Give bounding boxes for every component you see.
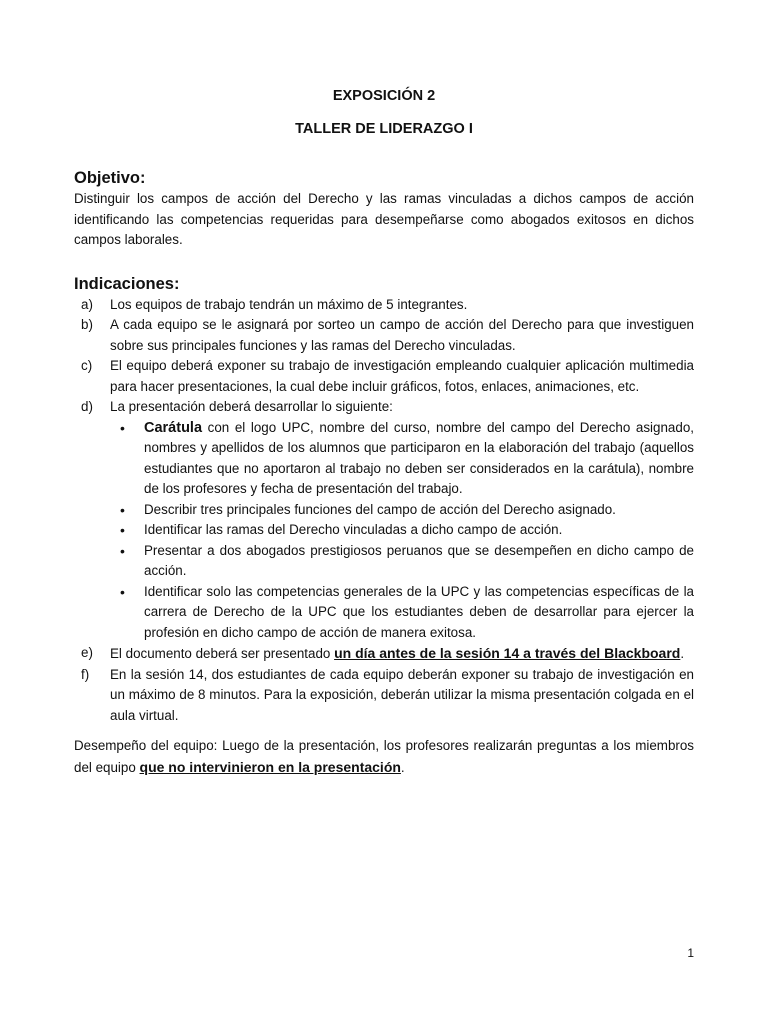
bullet-icon: •: [120, 522, 125, 538]
deadline-highlight: un día antes de la sesión 14 a través del Blackboard: [334, 645, 681, 661]
bullet-icon: •: [120, 542, 125, 559]
indications-heading: Indicaciones:: [74, 274, 180, 293]
bullet-text: Presentar a dos abogados prestigiosos peruanos que se desempeñen en dicho campo de acción.: [144, 542, 694, 578]
list-item: [110, 418, 694, 500]
bullet-text: con el logo UPC, nombre del curso, nombre del campo del Derecho asignado, nombres y apellidos de los alumnos que participaron en la elaboración del trabajo (aquellos estudiantes que no aportaron al trabajo no deben ser considerados en la carátula), nombre de los profesores y fecha de presentación del trabajo.: [144, 419, 694, 496]
bullet-icon: •: [120, 419, 125, 436]
objective-text: Distinguir los campos de acción del Derecho y las ramas vinculadas a dichos campos de acción identificando las competencias requeridas para desempeñarse como abogados exitosos en dichos campos laborales.: [74, 191, 694, 247]
list-marker: f): [81, 666, 90, 682]
document-title: EXPOSICIÓN 2: [332, 88, 436, 104]
indication-text: Los equipos de trabajo tendrán un máximo de 5 integrantes.: [110, 296, 468, 312]
page-number: 1: [687, 946, 694, 960]
team-performance-text: [74, 736, 694, 778]
cover-label: Carátula: [144, 419, 203, 436]
indication-text-end: .: [680, 646, 685, 661]
indication-text: El equipo deberá exponer su trabajo de investigación empleando cualquier aplicación multimedia para hacer presentaciones, la cual debe incluir gráficos, fotos, enlaces, animaciones, etc.: [110, 358, 694, 394]
indications-list: [74, 295, 694, 727]
list-item: [110, 520, 694, 541]
indication-item-b: [74, 315, 694, 356]
indication-text: La presentación deberá desarrollar lo siguiente:: [110, 399, 393, 414]
list-item: [110, 582, 694, 644]
bullet-icon: •: [120, 501, 125, 518]
team-performance-highlight: que no intervinieron en la presentación: [139, 758, 401, 775]
bullet-icon: •: [120, 583, 125, 600]
indication-item-a: [74, 295, 694, 316]
objective-heading: Objetivo:: [74, 169, 146, 187]
bullet-text: Describir tres principales funciones del campo de acción del Derecho asignado.: [144, 501, 616, 517]
list-marker: a): [81, 296, 93, 312]
list-marker: d): [81, 399, 93, 414]
document-body: [74, 86, 694, 778]
indication-text: A cada equipo se le asignará por sorteo un campo de acción del Derecho para que investiguen sobre sus principales funciones y las ramas del Derecho vinculadas.: [110, 317, 694, 353]
bullet-text: Identificar las ramas del Derecho vinculadas a dicho campo de acción.: [144, 522, 563, 537]
team-performance-lead: Desempeño del equipo: Luego de la presentación, los profesores realizarán preguntas a los miembros del equipo: [74, 738, 694, 775]
presentation-requirements-list: [110, 418, 694, 644]
list-marker: b): [81, 317, 93, 332]
list-item: [110, 500, 694, 521]
indication-text: En la sesión 14, dos estudiantes de cada equipo deberán exponer su trabajo de investigación en un máximo de 8 minutos. Para la exposición, deberán utilizar la misma presentación colgada en el aula virtual.: [110, 666, 694, 723]
indication-item-d: [74, 397, 694, 643]
list-item: [110, 541, 694, 582]
team-performance-end: .: [400, 759, 405, 775]
bullet-text: Identificar solo las competencias generales de la UPC y las competencias específicas de la carrera de Derecho de la UPC que los estudiantes deben de desarrollar para ejercer la profesión en dicho campo de acción de manera exitosa.: [144, 583, 694, 640]
indication-text: El documento deberá ser presentado: [110, 646, 335, 661]
indication-item-e: [74, 643, 694, 665]
document-subtitle: TALLER DE LIDERAZGO I: [295, 121, 473, 137]
indication-item-f: [74, 665, 694, 727]
indication-item-c: [74, 356, 694, 397]
list-marker: c): [81, 358, 93, 373]
list-marker: e): [81, 645, 93, 660]
